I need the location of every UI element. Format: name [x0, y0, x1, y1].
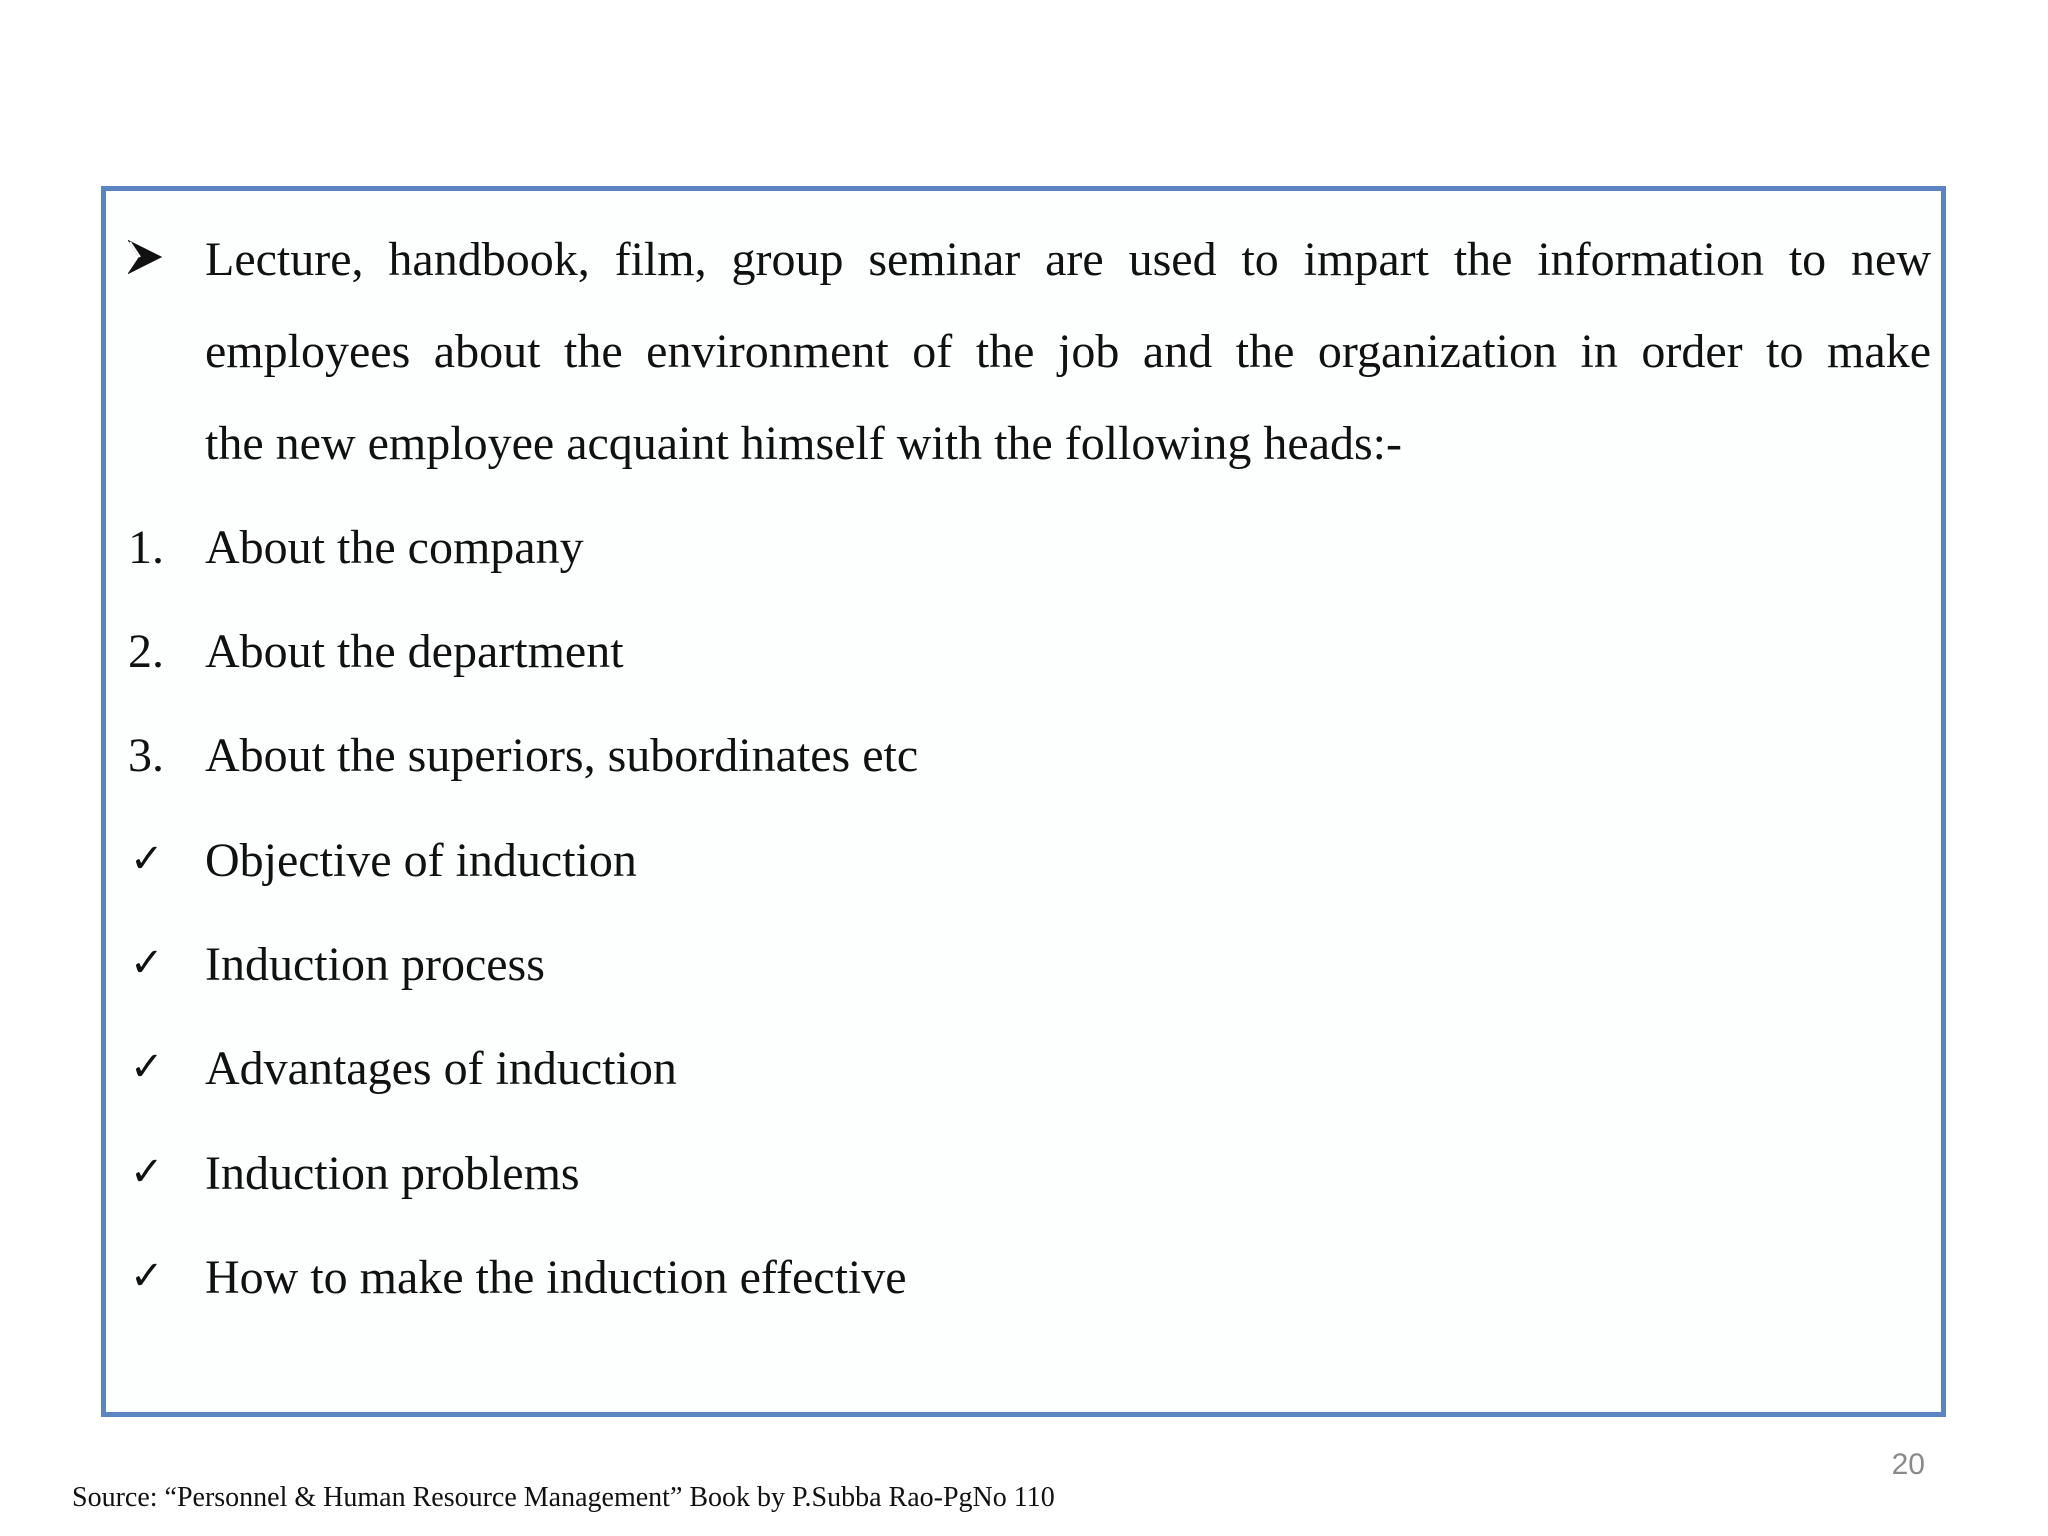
- item-text: About the superiors, subordinates etc: [205, 729, 919, 782]
- item-number: 2.: [128, 625, 164, 678]
- checkmark-icon: ✓: [130, 940, 164, 986]
- item-number: 1.: [128, 521, 164, 574]
- checkmark-icon: ✓: [130, 836, 164, 882]
- content-box: [101, 186, 1946, 1417]
- checkmark-icon: ✓: [130, 1253, 164, 1299]
- item-text: Objective of induction: [205, 834, 637, 887]
- intro-line: Lecture, handbook, film, group seminar are used to impart the information to new: [205, 233, 1931, 286]
- item-text: About the department: [205, 625, 624, 678]
- item-text: About the company: [205, 521, 584, 574]
- source-citation: Source: “Personnel & Human Resource Management” Book by P.Subba Rao-PgNo 110: [72, 1482, 1055, 1513]
- intro-paragraph: [205, 233, 1931, 512]
- checkmark-icon: ✓: [130, 1044, 164, 1090]
- intro-line: the new employee acquaint himself with the following heads:-: [205, 417, 1402, 470]
- page-number: 20: [1891, 1448, 1925, 1481]
- item-text: Advantages of induction: [205, 1042, 677, 1095]
- checkmark-icon: ✓: [130, 1149, 164, 1195]
- intro-line: employees about the environment of the job and the organization in order to make: [205, 325, 1931, 378]
- item-text: Induction problems: [205, 1147, 580, 1200]
- arrow-bullet-icon: [128, 240, 188, 274]
- item-text: How to make the induction effective: [205, 1251, 907, 1304]
- item-number: 3.: [128, 729, 164, 782]
- item-text: Induction process: [205, 938, 545, 991]
